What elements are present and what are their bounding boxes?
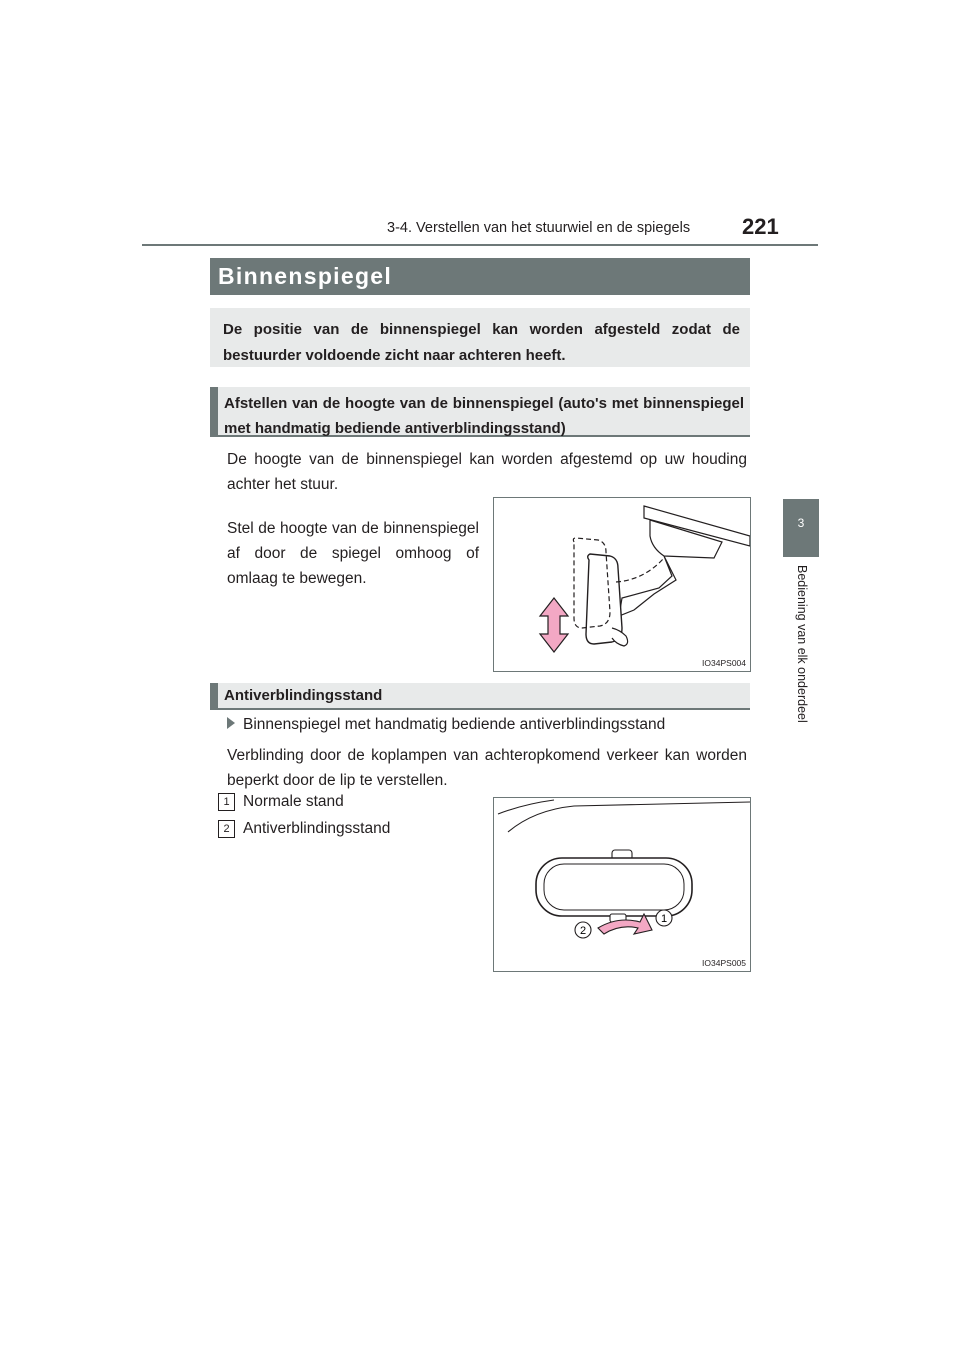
figure-code: IO34PS004 — [702, 658, 746, 668]
chapter-label — [791, 565, 811, 765]
list-item — [218, 793, 344, 811]
callout-2: 2 — [579, 925, 587, 937]
bullet-item — [227, 716, 665, 734]
intro-box — [210, 308, 750, 367]
anti-glare-figure — [493, 797, 751, 972]
number-badge: 1 — [218, 793, 235, 811]
number-badge: 2 — [218, 820, 235, 838]
section-header: 3-4. Verstellen van het stuurwiel en de spiegels — [387, 220, 691, 236]
page-number: 221 — [742, 214, 779, 239]
page-title: Binnenspiegel — [210, 258, 750, 295]
header-divider — [142, 244, 818, 246]
list-item-label: Normale stand — [243, 793, 344, 810]
chapter-label-text: Bediening van elk onderdeel — [795, 565, 809, 723]
height-instruction: Stel de hoogte van de binnenspiegel af door de spiegel omhoog of omlaag te bewegen. — [227, 520, 479, 587]
figure-code: IO34PS005 — [702, 958, 746, 968]
heading-bar — [210, 683, 218, 708]
mirror-height-figure — [493, 497, 751, 672]
anti-glare-illustration — [494, 798, 750, 971]
callout-1: 1 — [660, 913, 668, 925]
bullet-text: Binnenspiegel met handmatig bediende antiverblindingsstand — [243, 716, 666, 733]
anti-glare-paragraph: Verblinding door de koplampen van achteropkomend verkeer kan worden beperkt door de lip te verstellen. — [227, 747, 747, 789]
anti-glare-heading-text: Antiverblindingsstand — [224, 687, 383, 704]
height-paragraph: De hoogte van de binnenspiegel kan worden afgestemd op uw houding achter het stuur. — [227, 451, 747, 493]
intro-text: De positie van de binnenspiegel kan worden afgesteld zodat de bestuurder voldoende zicht naar achteren heeft. — [223, 321, 740, 364]
heading-bar — [210, 387, 218, 435]
list-item-label: Antiverblindingsstand — [243, 820, 391, 837]
list-item — [218, 820, 390, 838]
height-section-heading — [210, 387, 750, 437]
mirror-height-illustration — [494, 498, 750, 671]
anti-glare-heading — [210, 683, 750, 710]
chapter-tab: 3 — [783, 499, 819, 557]
height-heading-text: Afstellen van de hoogte van de binnenspiegel (auto's met binnenspiegel met handmatig bediende antiverblindingsstand) — [224, 395, 744, 437]
triangle-bullet-icon — [227, 717, 235, 729]
